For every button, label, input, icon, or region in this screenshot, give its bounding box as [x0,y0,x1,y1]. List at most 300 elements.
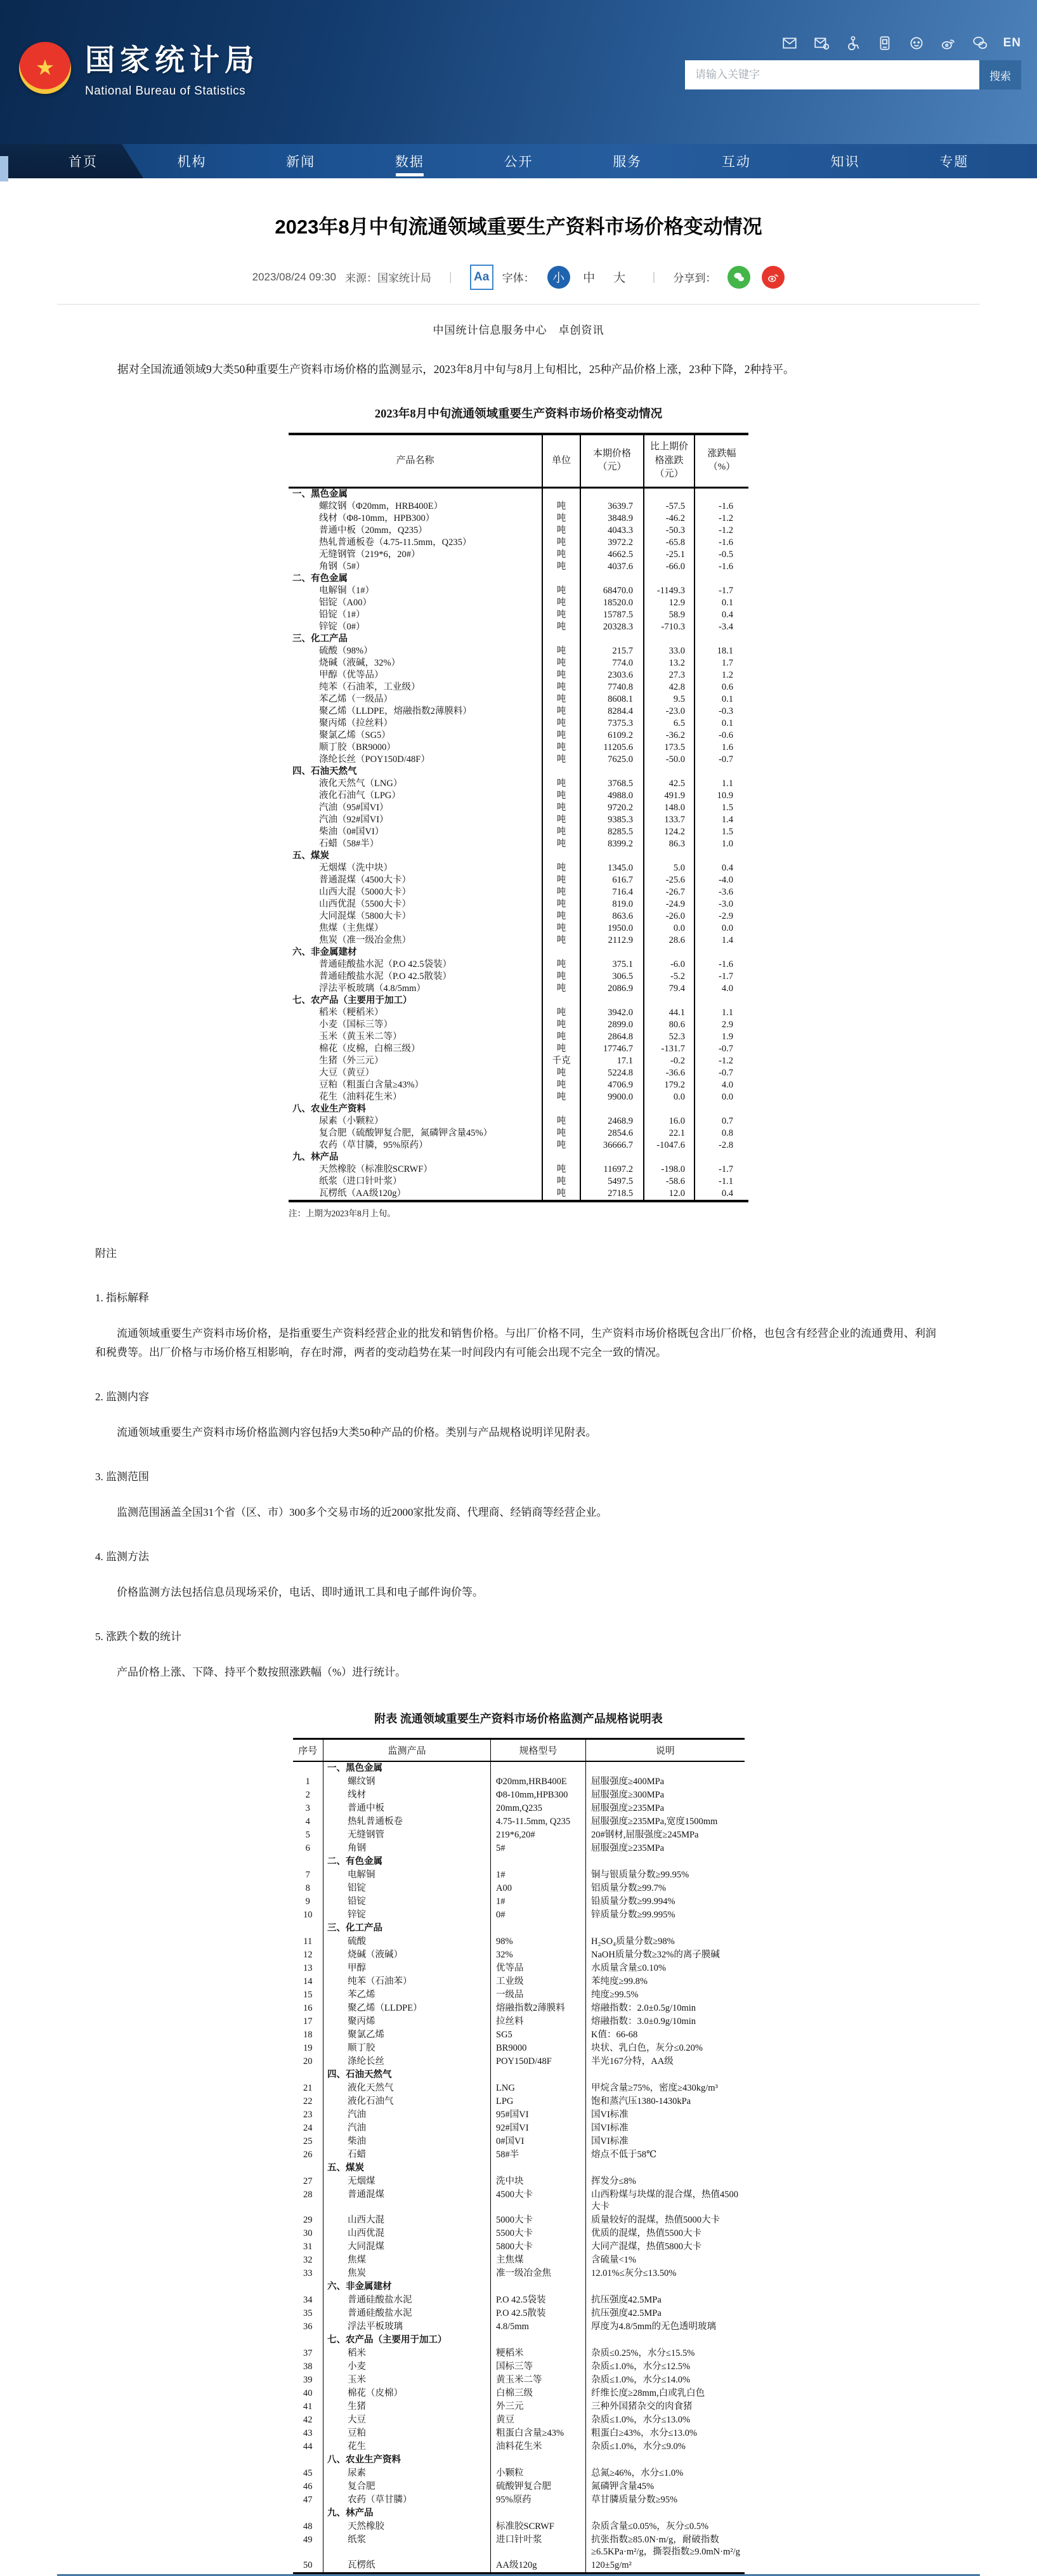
cell: 熔融指数2薄膜料 [491,2002,586,2015]
cell: 无烟煤（洗中块） [319,863,393,874]
cell: 一级品 [491,1988,586,2002]
cell: 43 [303,2428,313,2439]
note-body: 流通领域重要生产资料市场价格，是指重要生产资料经营企业的批发和销售价格。与出厂价格不同，生产资料市场价格既包含出厂价格，也包含有经营企业的流通费用、利润和税费等。出厂价格与市场价格互相影响，存在时滞，两者的变动趋势在某一时间段内有可能会出现不完全一致的情况。 [95,1327,936,1359]
cell: 0# [491,1909,586,1922]
cell: 大豆 [323,2414,491,2427]
category-row [289,995,748,1007]
spec-row [293,1815,745,1829]
cell: 总氮≥46%，水分≤1.0% [586,2467,745,2480]
spec-row [293,1789,745,1802]
cell: 小麦（国标三等） [319,1020,393,1030]
cell: 尿素（小颗粒） [319,1116,384,1127]
note-title: 2. 监测内容 [95,1391,149,1403]
cell: -710.3 [644,621,695,633]
cell: -1047.6 [644,1140,695,1152]
cell: 18520.0 [580,597,644,609]
cell: -3.0 [695,898,748,910]
cell: 6 [305,1843,310,1854]
cell: 1.7 [695,657,748,669]
cell [586,1855,745,1869]
cell: 普通硅酸盐水泥（P.O 42.5散装） [319,971,452,982]
cell: 粳稻米 [491,2347,586,2360]
cell: 23 [303,2110,313,2120]
cell: -2.9 [695,910,748,923]
cell: -1.6 [695,959,748,971]
price-row [289,537,748,549]
cell: 聚乙烯（LLDPE，熔融指数2薄膜料） [319,706,472,717]
cell: 白棉三级 [491,2387,586,2400]
category-row [293,1922,745,1935]
cell: 98% [491,1935,586,1948]
cell: 17746.7 [580,1043,644,1055]
language-switch[interactable]: EN [1003,36,1021,49]
cell: 吨 [542,1091,580,1103]
spec-row [293,1895,745,1909]
cell: 11205.6 [580,742,644,754]
cell: 2854.6 [580,1127,644,1140]
cell: LPG [491,2095,586,2108]
cell: 纤维长度≥28mm,白或乳白色 [586,2387,745,2400]
accessibility-icon[interactable] [845,35,861,51]
cell: 41 [303,2402,313,2412]
cell: 吨 [542,585,580,597]
cell: 热轧普通板卷（4.75-11.5mm，Q235） [319,537,472,548]
cell: 草甘膦质量分数≥95% [586,2494,745,2507]
cell: 锌锭 [323,1909,491,1922]
nav-item-6[interactable]: 服务 [613,155,642,169]
cell: -1.1 [695,1176,748,1188]
cell: 173.5 [644,742,695,754]
cell: 28.6 [644,935,695,947]
cell: 涤纶长丝 [323,2055,491,2068]
cell: 33.0 [644,645,695,657]
cell: 锌锭（0#） [319,622,365,633]
cell: 山西优混（5500大卡） [319,899,411,910]
cell: 2.9 [695,1019,748,1031]
note-title: 3. 监测范围 [95,1471,149,1483]
price-table-note: 注：上期为2023年8月上旬。 [289,1209,396,1219]
mail-icon[interactable] [781,35,798,51]
cell: 1345.0 [580,862,644,874]
nav-item-7[interactable]: 互动 [721,155,751,169]
cell: 38 [303,2362,313,2372]
cell: 硫酸 [323,1935,491,1948]
cell [695,1152,748,1164]
spec-row [293,1829,745,1842]
cell: 顺丁胶 [323,2042,491,2055]
cell [695,766,748,778]
cell: 六、非金属建材 [292,947,357,958]
search-button[interactable]: 搜索 [979,60,1021,89]
app-icon[interactable] [877,35,893,51]
font-size-option[interactable]: 中 [583,272,596,286]
cell: 吨 [542,1019,580,1031]
price-row [289,971,748,983]
spec-row [293,1882,745,1895]
cell: 1# [491,1869,586,1882]
cell: 瓦楞纸（AA级120g） [319,1188,406,1199]
cell [644,850,695,862]
wechat-icon[interactable] [972,35,988,51]
cell: 杂质≤1.0%，水分≤12.5% [586,2360,745,2374]
cell: 1 [305,1777,310,1787]
nav-item-2[interactable]: 机构 [177,155,207,169]
cell: 杂质≤1.0%，水分≤14.0% [586,2374,745,2387]
cell: -58.6 [644,1176,695,1188]
spec-row [293,2414,745,2427]
note-body: 价格监测方法包括信息员现场采价，电话、即时通讯工具和电子邮件询价等。 [117,1586,483,1599]
price-row [289,657,748,669]
cell: 48 [303,2521,313,2532]
cell: 豆粕（粗蛋白含量≥43%） [319,1080,424,1091]
cell: 50 [303,2560,313,2571]
cell: 吨 [542,1007,580,1019]
price-row [289,874,748,886]
cell: -0.7 [695,1043,748,1055]
cell: -57.5 [644,501,695,513]
cell: 13.2 [644,657,695,669]
cell: 吨 [542,537,580,549]
price-row [289,501,748,513]
side-widget[interactable] [0,156,8,181]
cell: 角钢（5#） [319,562,365,572]
cell: P.O 42.5散装 [491,2307,586,2320]
header-right [685,35,1021,89]
cell [491,2162,586,2175]
cell [542,633,580,645]
cell: 86.3 [644,838,695,850]
cell [586,1761,745,1775]
price-row [289,645,748,657]
cell [542,573,580,585]
nav-item-4[interactable]: 数据 [355,144,464,178]
cell: 11 [303,1936,313,1947]
cell: 六、非金属建材 [323,2280,491,2294]
cell: 吨 [542,730,580,742]
cell [542,947,580,959]
cell: 聚丙烯（拉丝料） [319,718,393,729]
cell: 复合肥（硫酸钾复合肥，氮磷钾含量45%） [319,1128,493,1139]
cell [695,633,748,645]
cell: 山西优混 [323,2227,491,2240]
cell [644,995,695,1007]
price-row [289,1055,748,1067]
spec-row [293,1775,745,1789]
cell: 18.1 [695,645,748,657]
cell: 石蜡（58#半） [319,839,379,850]
site-name: 国家统计局 [85,43,259,77]
cell: 吨 [542,597,580,609]
cell: 5500大卡 [491,2227,586,2240]
cell: 9900.0 [580,1091,644,1103]
cell: 0.8 [695,1127,748,1140]
cell: 小麦 [323,2360,491,2374]
cell: 山西大混 [323,2214,491,2227]
cell: 八、农业生产资料 [292,1104,366,1115]
cell: 苯乙烯 [323,1988,491,2002]
cell [695,1103,748,1115]
cell [293,2280,323,2294]
site-brand[interactable] [19,37,259,98]
font-size-option[interactable]: 小 [547,266,570,289]
cell: 液化天然气 [323,2082,491,2095]
cell: BR9000 [491,2042,586,2055]
search-input[interactable] [685,60,979,89]
cell: -1.7 [695,971,748,983]
cell: 铝锭（A00） [319,598,372,608]
cell: 稻米 [323,2347,491,2360]
cell: 2112.9 [580,935,644,947]
font-tool-button[interactable]: Aa [470,265,493,290]
cell: 棉花（皮棉） [323,2387,491,2400]
cell: 49 [303,2535,313,2546]
col-current-price: 本期价格（元） [580,434,644,488]
cell: 纯度≥99.5% [586,1988,745,2002]
cell: 甲烷含量≥75%，密度≥430kg/m³ [586,2082,745,2095]
spec-row [293,2347,745,2360]
cell: 4.0 [695,983,748,995]
price-row [289,1140,748,1152]
cell: LNG [491,2082,586,2095]
cell: -24.9 [644,898,695,910]
category-row [289,766,748,778]
cell: 0.1 [695,693,748,706]
byline: 中国统计信息服务中心 卓创资讯 [433,324,604,336]
cell: 准一级冶金焦 [491,2267,586,2280]
cell: 工业级 [491,1975,586,1988]
cell: 68470.0 [580,585,644,597]
cell: 148.0 [644,802,695,814]
note-title: 1. 指标解释 [95,1292,149,1304]
cell [491,2334,586,2347]
cell: 4.0 [695,1079,748,1091]
category-row [293,1855,745,1869]
cell: 52.3 [644,1031,695,1043]
cell: 95%原药 [491,2494,586,2507]
cell: 11697.2 [580,1164,644,1176]
cell: -0.7 [695,754,748,766]
cell: 优等品 [491,1962,586,1975]
price-row [289,669,748,681]
cell: 吨 [542,693,580,706]
cell [695,995,748,1007]
cell: 吨 [542,935,580,947]
price-row [289,1188,748,1201]
cell: 24 [303,2123,313,2134]
cell: Φ20mm,HRB400E [491,1775,586,1789]
cell: 尿素 [323,2467,491,2480]
spec-row [293,2002,745,2015]
cell: 水质量含量≤0.10% [586,1962,745,1975]
cell: 4043.3 [580,525,644,537]
cell: 18 [303,2030,313,2040]
cell: 焦炭 [323,2267,491,2280]
page-title: 2023年8月中旬流通领域重要生产资料市场价格变动情况 [275,216,762,238]
cell: 饱和蒸汽压1380-1430kPa [586,2095,745,2108]
spec-row [293,2520,745,2533]
col-product: 监测产品 [323,1739,491,1762]
cell: 47 [303,2495,313,2506]
cell: 纸浆 [323,2533,491,2559]
cell: 吨 [542,706,580,718]
cell: 0.4 [695,609,748,621]
cell: -36.6 [644,1067,695,1079]
spec-row [293,2494,745,2507]
cell: 12.0 [644,1188,695,1201]
cell: 复合肥 [323,2480,491,2494]
cell: 二、有色金属 [323,1855,491,1869]
price-row [289,1164,748,1176]
cell: 306.5 [580,971,644,983]
cell: 吨 [542,525,580,537]
cell: 外三元 [491,2400,586,2414]
cell: 二、有色金属 [292,574,348,584]
client-icon[interactable] [908,35,925,51]
cell: 棉花（皮棉，白棉三级） [319,1044,421,1055]
price-row [289,778,748,790]
article-meta [57,265,980,290]
nav-item-3[interactable]: 新闻 [286,155,316,169]
cell: -2.8 [695,1140,748,1152]
cell: 0.0 [644,1091,695,1103]
cell: 焦煤 [323,2254,491,2267]
cell [644,766,695,778]
cell: 电解铜 [323,1869,491,1882]
cell [293,2068,323,2082]
spec-row [293,2082,745,2095]
nav-item-1[interactable]: 首页 [68,155,98,169]
cell [491,2280,586,2294]
cell [293,1761,323,1775]
brand-text [85,37,259,98]
cell: 8399.2 [580,838,644,850]
cell: 2899.0 [580,1019,644,1031]
cell: 杂质含量≤0.05%，灰分≤0.5% [586,2520,745,2533]
header-quick-icons [685,35,1021,51]
cell: 3848.9 [580,513,644,525]
cell: 2 [305,1790,310,1801]
cell: 三、化工产品 [323,1922,491,1935]
spec-row [293,2148,745,2162]
cell: 杂质≤1.0%，水分≤9.0% [586,2440,745,2454]
cell: 吨 [542,513,580,525]
cell [695,850,748,862]
weibo-icon[interactable] [940,35,956,51]
cell: 热轧普通板卷 [323,1815,491,1829]
cell: P.O 42.5袋装 [491,2294,586,2307]
cell: 42 [303,2415,313,2426]
cell: 农药（草甘膦，95%原药） [319,1140,428,1151]
cell: 1.6 [695,742,748,754]
cell: -50.0 [644,754,695,766]
intro-paragraph: 据对全国流通领域9大类50种重要生产资料市场价格的监测显示，2023年8月中旬与8月上旬相比，25种产品价格上涨，23种下降，2种持平。 [117,362,795,376]
cell: 三、化工产品 [292,634,348,645]
cell: 吨 [542,1115,580,1127]
cell: 屈服强度≥235MPa,宽度1500mm [586,1815,745,1829]
cell: 8 [305,1883,310,1894]
cell: 10.9 [695,790,748,802]
price-row [289,1019,748,1031]
font-size-options [544,266,635,289]
cell: 吨 [542,742,580,754]
price-row [289,693,748,706]
cell [586,2454,745,2467]
col-change-pct: 涨跌幅（%） [695,434,748,488]
cell: 3639.7 [580,501,644,513]
spec-row [293,2360,745,2374]
spec-row [293,2042,745,2055]
spec-row [293,1962,745,1975]
cell [542,766,580,778]
cell: 774.0 [580,657,644,669]
cell: 吨 [542,971,580,983]
cell: 44 [303,2441,313,2452]
cell [293,2507,323,2520]
cell: NaOH质量分数≥32%的离子膜碱 [586,1948,745,1962]
cell [644,947,695,959]
cell: -26.7 [644,886,695,898]
nav-item-5[interactable]: 公开 [504,155,533,169]
nav-item-9[interactable]: 专题 [939,155,969,169]
cell: 27.3 [644,669,695,681]
cell: -198.0 [644,1164,695,1176]
cell: -0.2 [644,1055,695,1067]
cell: -1.6 [695,501,748,513]
cell: 纸浆（进口针叶浆） [319,1176,402,1187]
cell: 国VI标准 [586,2108,745,2122]
cell: 9.5 [644,693,695,706]
share-weibo-icon[interactable] [762,266,785,289]
cell: 20mm,Q235 [491,1802,586,1815]
mail-subscribe-icon[interactable] [813,35,830,51]
cell: 螺纹钢（Φ20mm，HRB400E） [319,501,443,512]
cell: 吨 [542,874,580,886]
col-seq: 序号 [293,1739,323,1762]
cell: 4500大卡 [491,2188,586,2214]
cell [586,2334,745,2347]
cell: 普通硅酸盐水泥 [323,2307,491,2320]
font-size-option[interactable]: 大 [613,272,626,286]
cell: 吨 [542,802,580,814]
cell: 0#国VI [491,2135,586,2148]
spec-row [293,1909,745,1922]
note-title: 5. 涨跌个数的统计 [95,1631,181,1643]
cell: 2718.5 [580,1188,644,1201]
cell: -1.2 [695,1055,748,1067]
cell: -1.2 [695,513,748,525]
cell: 吨 [542,923,580,935]
cell [644,1103,695,1115]
category-row [293,2454,745,2467]
cell: 硫酸（98%） [319,646,373,657]
nav-item-8[interactable]: 知识 [830,155,860,169]
cell: -1149.3 [644,585,695,597]
spec-row [293,1935,745,1948]
category-row [289,947,748,959]
cell: 柴油（0#国VI） [319,827,384,838]
price-row [289,1007,748,1019]
cell: -25.1 [644,549,695,561]
cell: 普通混煤（4500大卡） [319,875,411,886]
cell: 国VI标准 [586,2135,745,2148]
cell: 2468.9 [580,1115,644,1127]
spec-row [293,2387,745,2400]
cell: 0.0 [695,1091,748,1103]
share-wechat-icon[interactable] [727,266,750,289]
cell: 吨 [542,501,580,513]
cell [542,1152,580,1164]
cell: 863.6 [580,910,644,923]
